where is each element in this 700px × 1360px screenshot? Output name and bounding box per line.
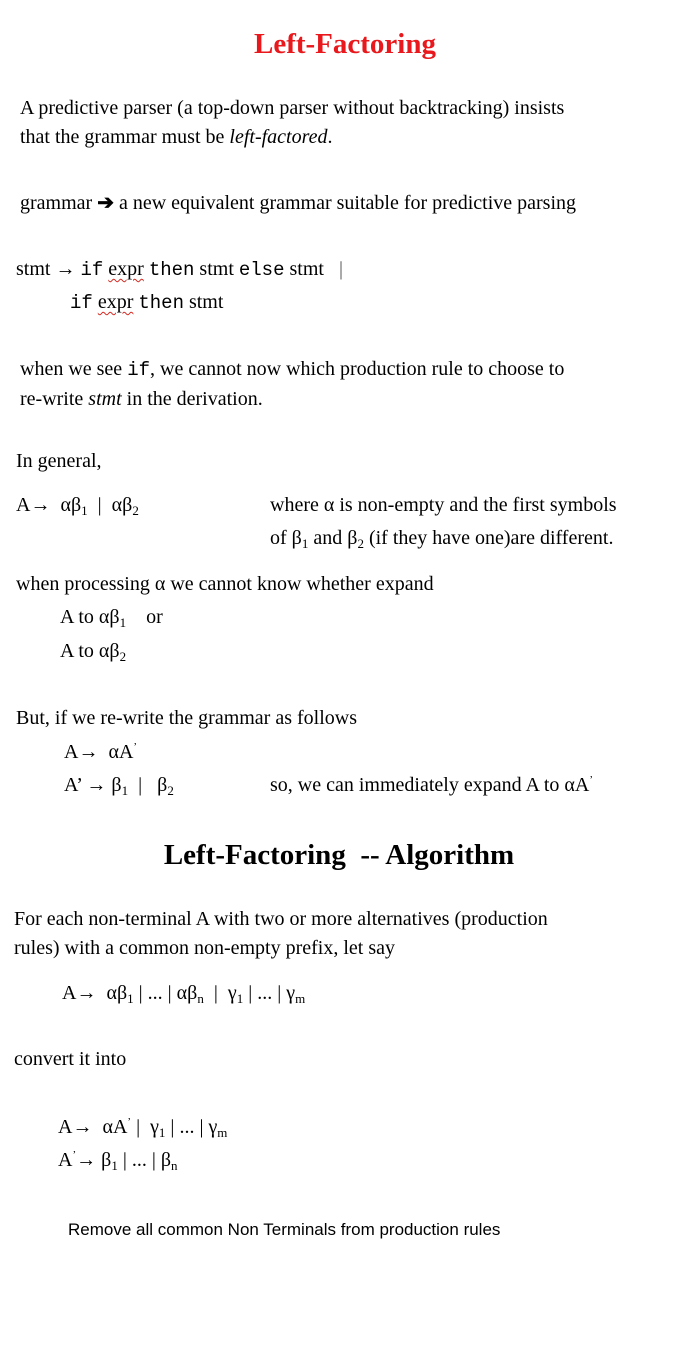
- page-title: Left-Factoring: [254, 28, 436, 60]
- converted-production-1: A→ αA’ | $\gamma_1$ | ... | $\gamma_m$: [58, 1116, 228, 1140]
- remove-note: Remove all common Non Terminals from production rules: [68, 1220, 501, 1239]
- expand-option-1: A to $\alpha\beta_1$ or: [60, 606, 163, 630]
- where-line-1: where α is non-empty and the first symbols: [270, 494, 617, 516]
- intro-line-2: that the grammar must be left-factored.: [20, 126, 333, 148]
- when-line-2: re-write stmt in the derivation.: [20, 388, 263, 410]
- example-production-1: stmt → if expr then stmt else stmt |: [16, 258, 343, 281]
- convert-line: convert it into: [14, 1048, 127, 1070]
- algorithm-line-2: rules) with a common non-empty prefix, let say: [14, 937, 396, 959]
- arrow-icon: ➔: [97, 192, 114, 214]
- where-line-2: of $\beta_1$ and $\beta_2$ (if they have one)are different.: [270, 527, 614, 551]
- in-general: In general,: [16, 450, 102, 472]
- converted-production-2: $A^’\to \beta_1$ | ... | $\beta_n$: [58, 1149, 178, 1173]
- algorithm-title: Left-Factoring -- Algorithm: [163, 839, 515, 871]
- rewrite-line: But, if we re-write the grammar as follows: [16, 707, 358, 729]
- grammar-line: grammar ➔ a new equivalent grammar suitable for predictive parsing: [20, 192, 577, 214]
- so-line: so, we can immediately expand A to αA’: [270, 774, 593, 796]
- rewrite-production-1: A→ αA’: [64, 741, 138, 763]
- general-production: $A\to \alpha\beta_1$ | $\alpha\beta_2$: [16, 494, 139, 518]
- algorithm-production: $A\to \alpha\beta_1$ | ... | $\alpha\beta_n$ | $\gamma_1$ | ... | $\gamma_m$: [62, 982, 306, 1006]
- rewrite-production-2: A’ → $\beta_1$ | $\beta_2$: [64, 774, 174, 798]
- intro-line-1: A predictive parser (a top-down parser without backtracking) insists: [20, 97, 565, 119]
- when-line-1: when we see if, we cannot now which production rule to choose to: [20, 358, 565, 381]
- algorithm-line-1: For each non-terminal A with two or more alternatives (production: [14, 908, 548, 930]
- expand-option-2: A to $\alpha\beta_2$: [60, 640, 127, 664]
- example-production-2: if expr then stmt: [70, 291, 224, 314]
- processing-line: when processing α we cannot know whether expand: [16, 573, 434, 595]
